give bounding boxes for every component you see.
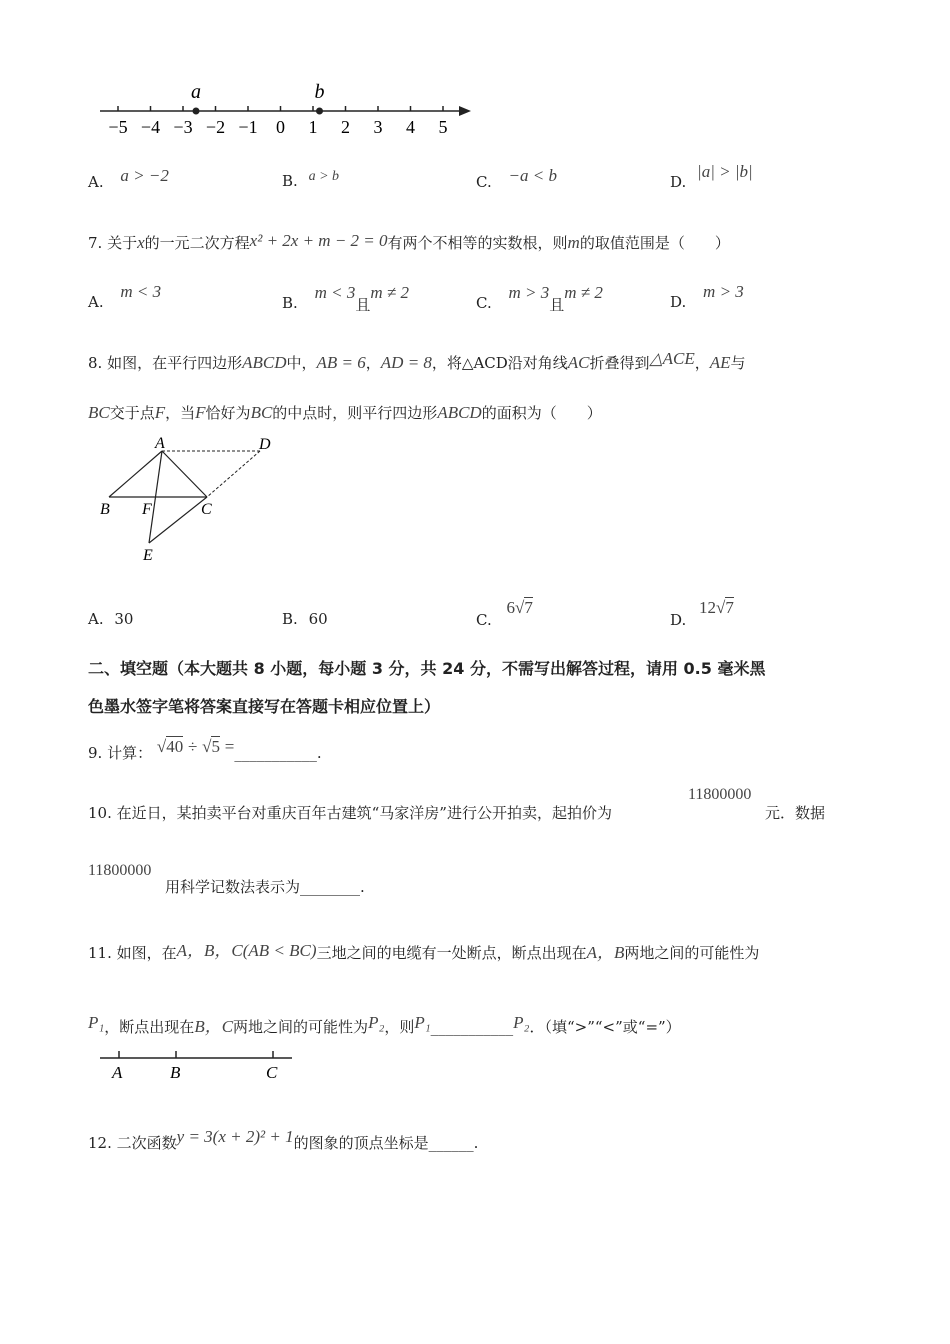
number-line-tick-label: 2: [341, 117, 350, 137]
number-line-tick-label: 0: [276, 117, 285, 137]
q8-option-c: C. 6√7: [476, 598, 533, 629]
q10-price-2: 11800000: [88, 862, 152, 879]
q6-option-d: D. |a| > |b|: [670, 162, 753, 191]
number-line-tick-label: −5: [108, 117, 128, 137]
number-line-tick-label: −2: [205, 117, 226, 137]
q7-option-a: A. m < 3: [88, 282, 162, 311]
number-line-tick-label: 3: [373, 117, 383, 137]
q8-option-b: B. 60: [282, 610, 328, 628]
cable-label-a: A: [112, 1063, 123, 1082]
q10-stem-line2: 用科学记数法表示为________.: [165, 878, 365, 896]
q7-option-b: B. m < 3且m ≠ 2: [282, 283, 409, 314]
q8-option-d: D. 12√7: [670, 598, 734, 629]
point-b-dot: [316, 108, 323, 115]
fig-label-d: D: [259, 436, 271, 453]
number-line-tick-label: 4: [406, 117, 415, 137]
cable-label-c: C: [266, 1063, 278, 1082]
number-line-tick-label: −1: [238, 117, 258, 137]
cable-label-b: B: [170, 1063, 181, 1082]
q10-price: 11800000: [688, 786, 752, 803]
number-line-tick-label: −3: [173, 117, 193, 137]
point-b-label: b: [314, 81, 325, 103]
q11-stem-line2: P₁，断点出现在B，C两地之间的可能性为P₂，则P₁___________P₂．（填“>”“<”或“=”）: [88, 1013, 681, 1036]
q9-stem: 9. 计算： √40 ÷ √5 =___________.: [88, 737, 322, 762]
point-a-dot: [193, 108, 200, 115]
number-line-figure: [95, 80, 485, 140]
fig-label-b: B: [100, 501, 110, 518]
point-a-label: a: [191, 81, 201, 103]
section2-heading-line1: 二、填空题（本大题共 8 小题，每小题 3 分，共 24 分，不需写出解答过程，请用 0.5 毫米黑: [88, 659, 766, 678]
q11-stem-line1: 11. 如图，在A，B，C(AB < BC)三地之间的电缆有一处断点，断点出现在A，B两地之间的可能性为: [88, 941, 760, 962]
number-line-arrow: [459, 106, 471, 116]
section2-heading-line2: 色墨水签字笔将答案直接写在答题卡相应位置上）: [88, 697, 441, 716]
cable-figure: [95, 1048, 305, 1084]
q10-stem-line1: 10. 在近日，某拍卖平台对重庆百年古建筑“马家洋房”进行公开拍卖，起拍价为: [88, 804, 612, 822]
q6-option-c: C. −a < b: [476, 166, 557, 191]
q8-option-a: A. 30: [88, 610, 134, 628]
q6-option-b: B. a > b: [282, 169, 340, 190]
fig-label-e: E: [143, 547, 153, 564]
q8-stem-line1: 8. 如图，在平行四边形ABCD中，AB = 6，AD = 8，将△ACD沿对角线AC折叠得到△ACE，AE与: [88, 349, 746, 372]
fig-label-c: C: [201, 501, 212, 518]
q12-stem: 12. 二次函数y = 3(x + 2)² + 1的图象的顶点坐标是______.: [88, 1127, 479, 1152]
q6-option-a: A. a > −2: [88, 166, 169, 191]
parallelogram-figure: [95, 430, 285, 570]
q7-option-d: D. m > 3: [670, 282, 744, 311]
q10-stem-end: 元．数据: [765, 804, 826, 822]
number-line-tick-label: 1: [308, 117, 318, 137]
number-line-tick-label: −4: [140, 117, 161, 137]
fig-label-a: A: [155, 435, 165, 452]
number-line-tick-label: 5: [438, 117, 448, 137]
fig-label-f: F: [142, 501, 152, 518]
q8-stem-line2: BC交于点F，当F恰好为BC的中点时，则平行四边形ABCD的面积为（ ）: [88, 403, 602, 422]
q7-option-c: C. m > 3且m ≠ 2: [476, 283, 603, 314]
q7-stem: 7. 关于x的一元二次方程x² + 2x + m − 2 = 0有两个不相等的实数根，则m的取值范围是（ ）: [88, 231, 730, 252]
